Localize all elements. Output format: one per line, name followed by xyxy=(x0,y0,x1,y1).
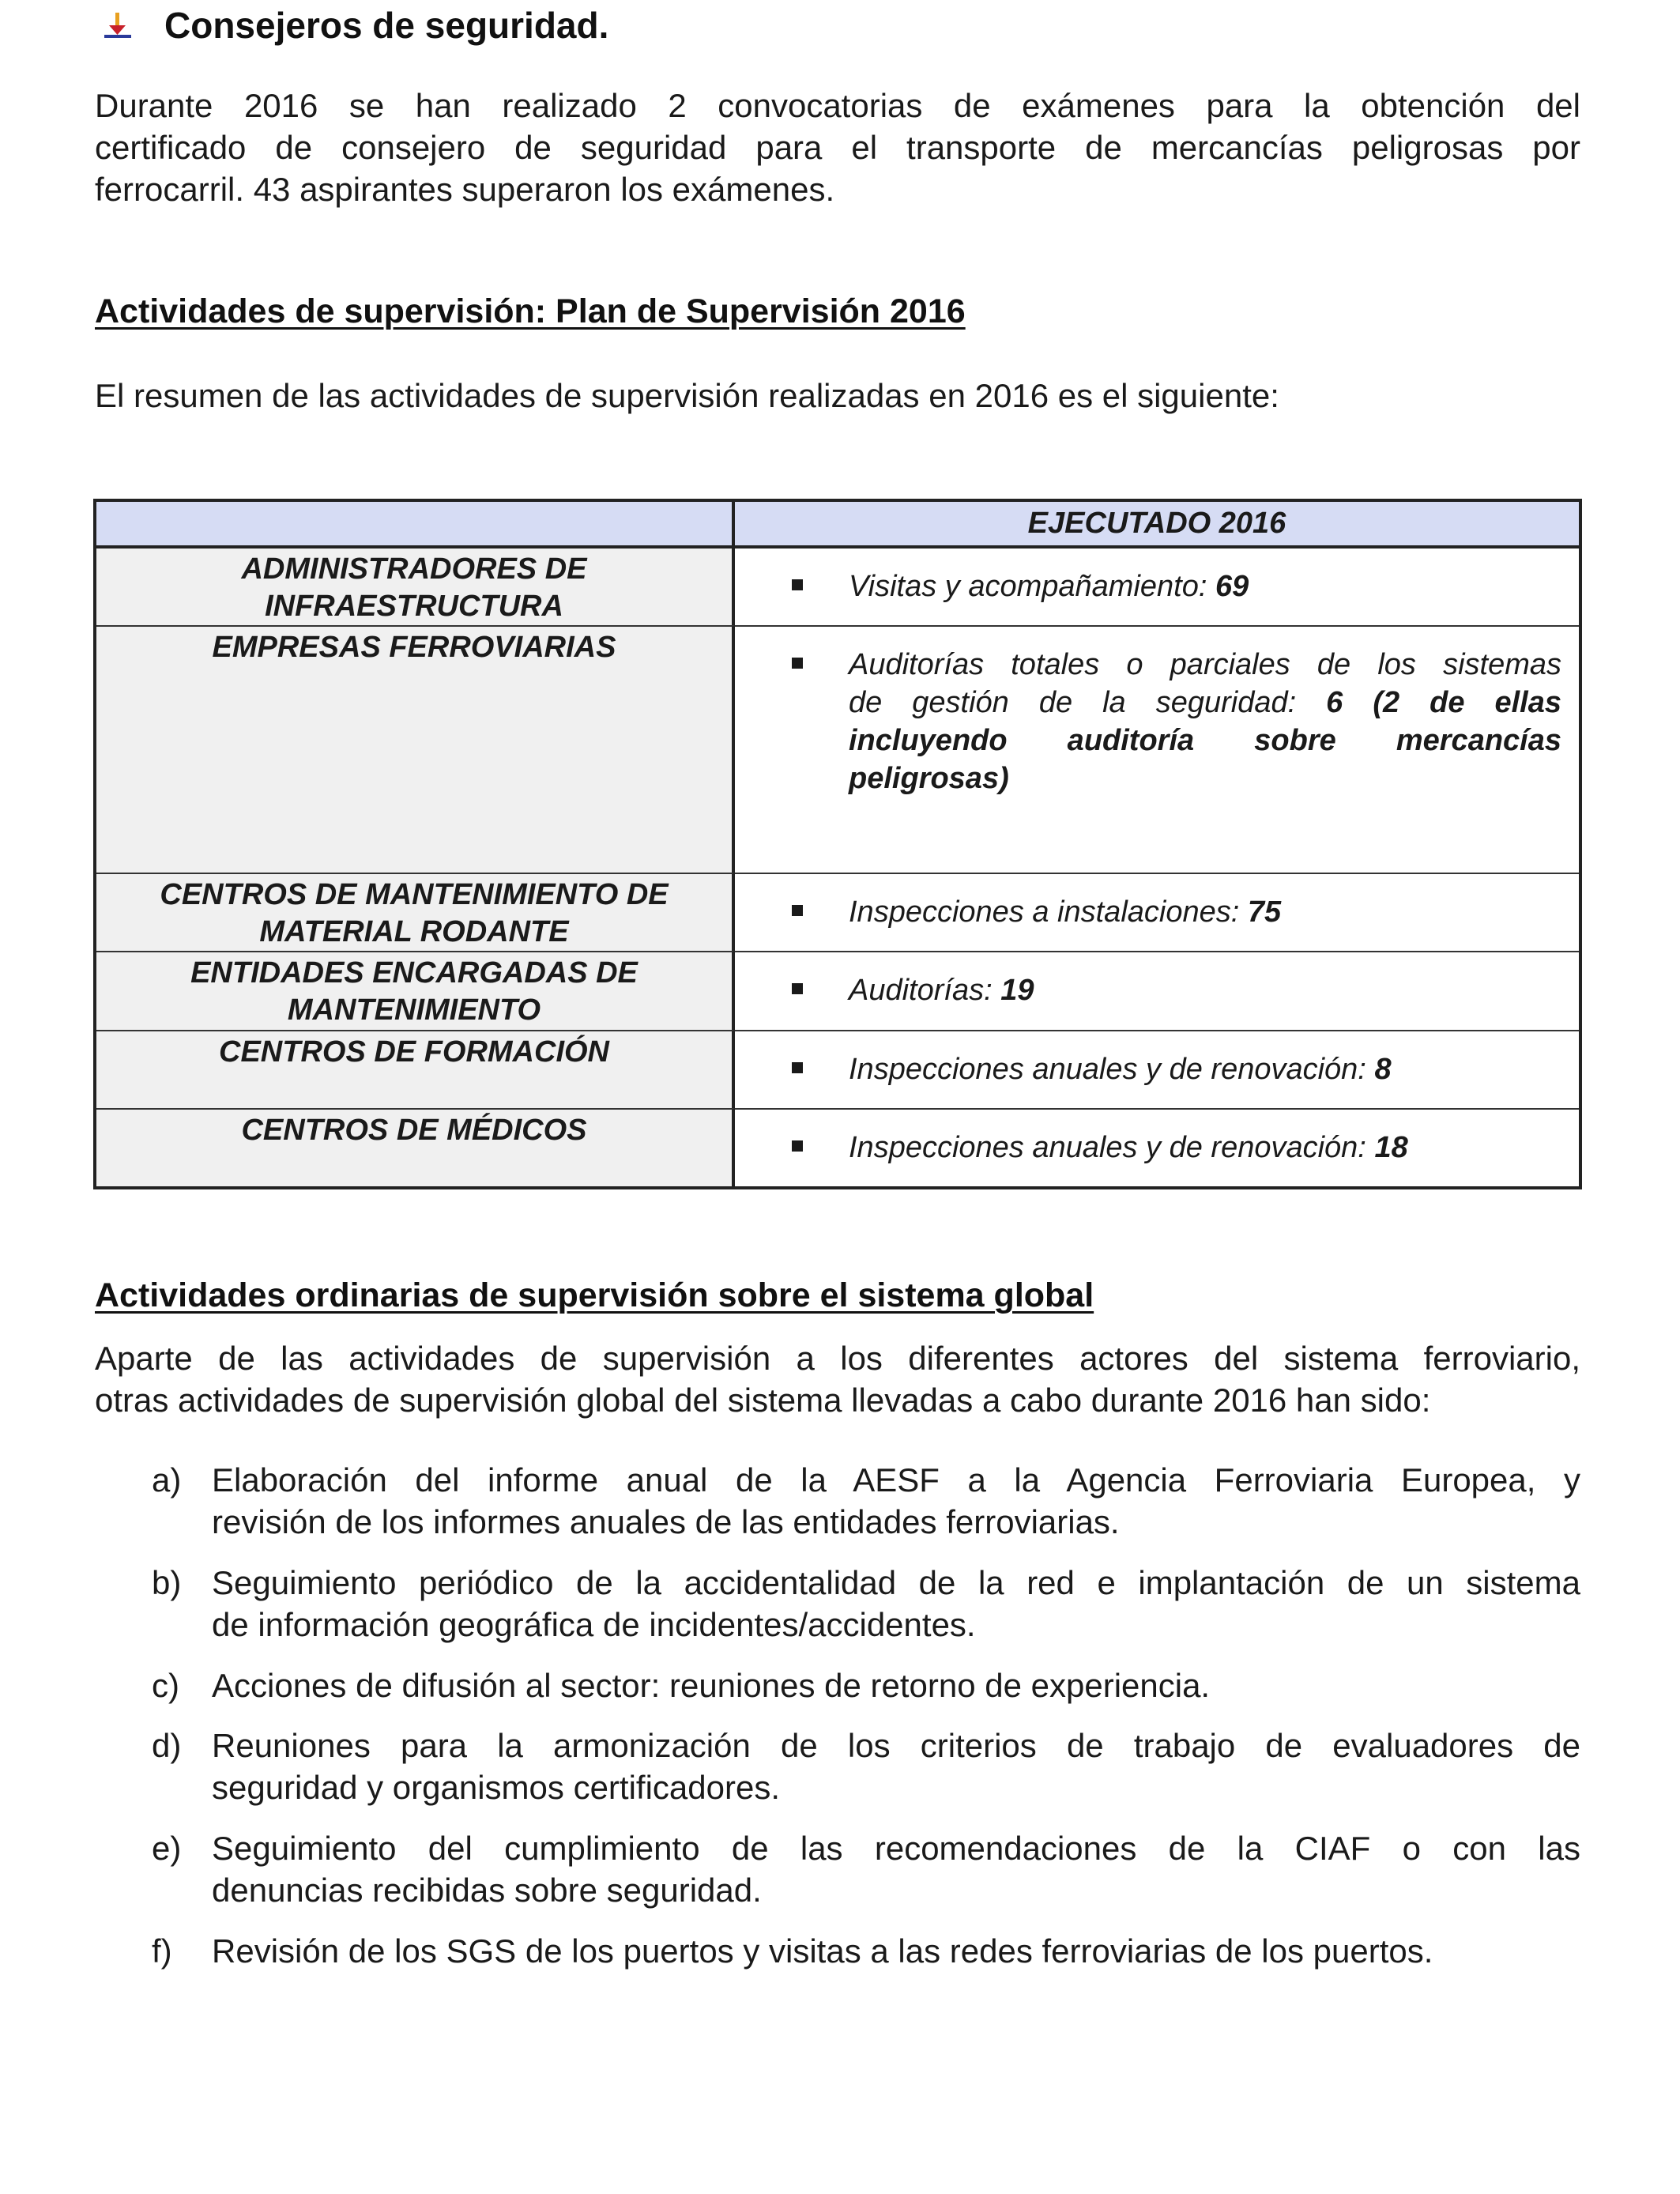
list-marker: b) xyxy=(152,1564,182,1601)
table-header-left xyxy=(96,502,735,545)
table-row-value xyxy=(735,625,1579,873)
list-item-line: denuncias recibidas sobre seguridad. xyxy=(212,1872,762,1909)
table-row-label xyxy=(96,545,735,625)
list-item-line: de información geográfica de incidentes/accidentes. xyxy=(212,1606,976,1643)
section-heading-plan-supervision: Actividades de supervisión: Plan de Supervisión 2016 xyxy=(95,292,966,330)
row-label-line: EMPRESAS FERROVIARIAS xyxy=(212,631,616,664)
paragraph-line: otras actividades de supervisión global del sistema llevadas a cabo durante 2016 han sido: xyxy=(95,1382,1431,1419)
item-value: 8 xyxy=(1374,1053,1392,1086)
section-heading-consejeros xyxy=(101,2,608,49)
list-item-line: revisión de los informes anuales de las entidades ferroviarias. xyxy=(212,1503,1120,1540)
list-item xyxy=(792,971,1561,1009)
square-bullet-icon xyxy=(792,1062,803,1073)
item-line xyxy=(849,760,1561,797)
table-row-value xyxy=(735,1108,1579,1186)
table-row-label xyxy=(96,951,735,1030)
red-blue-arrow-bullet-icon xyxy=(101,8,136,43)
item-line xyxy=(849,722,1561,760)
list-item-line: Reuniones para la armonización de los criterios de trabajo de evaluadores de xyxy=(212,1727,1580,1764)
item-value: 18 xyxy=(1374,1131,1408,1164)
square-bullet-icon xyxy=(792,579,803,590)
row-label-line: CENTROS DE MANTENIMIENTO DE xyxy=(160,878,669,911)
square-bullet-icon xyxy=(792,905,803,916)
item-label: Auditorías totales o parciales de los sistemas xyxy=(849,648,1561,681)
paragraph-line: certificado de consejero de seguridad para el transporte de mercancías peligrosas por xyxy=(95,129,1580,166)
list-item xyxy=(792,893,1561,931)
table-row-label xyxy=(96,625,735,873)
item-value: 19 xyxy=(1000,974,1034,1007)
square-bullet-icon xyxy=(792,983,803,994)
row-label-line: MATERIAL RODANTE xyxy=(259,915,569,948)
list-marker: c) xyxy=(152,1667,179,1704)
supervision-table xyxy=(93,499,1582,1189)
list-item-line: Revisión de los SGS de los puertos y visitas a las redes ferroviarias de los puertos. xyxy=(212,1932,1433,1970)
table-row-value xyxy=(735,545,1579,625)
section-heading-sistema-global: Actividades ordinarias de supervisión sobre el sistema global xyxy=(95,1276,1094,1314)
list-marker: f) xyxy=(152,1932,172,1970)
row-label-line: ADMINISTRADORES DE xyxy=(241,552,587,586)
square-bullet-icon xyxy=(792,1140,803,1152)
paragraph-aparte xyxy=(95,1337,1580,1421)
item-line xyxy=(849,684,1561,722)
paragraph-line: Durante 2016 se han realizado 2 convocatorias de exámenes para la obtención del xyxy=(95,87,1580,124)
paragraph-line: ferrocarril. 43 aspirantes superaron los exámenes. xyxy=(95,171,835,208)
paragraph-line: El resumen de las actividades de supervisión realizadas en 2016 es el siguiente: xyxy=(95,377,1279,414)
item-line xyxy=(849,646,1561,684)
row-label-line: CENTROS DE FORMACIÓN xyxy=(219,1035,609,1069)
item-label: Inspecciones anuales y de renovación: xyxy=(849,1053,1375,1086)
item-label: de gestión de la seguridad: xyxy=(849,686,1327,719)
paragraph-resumen xyxy=(95,375,1580,417)
item-value: peligrosas) xyxy=(849,762,1009,795)
table-row-value xyxy=(735,873,1579,951)
section-title: Consejeros de seguridad. xyxy=(164,5,609,46)
item-label: Inspecciones a instalaciones: xyxy=(849,895,1248,929)
list-item xyxy=(792,1050,1561,1088)
item-value: 75 xyxy=(1247,895,1282,929)
list-marker: e) xyxy=(152,1830,182,1867)
paragraph-line: Aparte de las actividades de supervisión a los diferentes actores del sistema ferroviario, xyxy=(95,1340,1580,1377)
list-item-line: Elaboración del informe anual de la AESF a la Agencia Ferroviaria Europea, y xyxy=(212,1461,1580,1498)
list-item-line: Seguimiento periódico de la accidentalidad de la red e implantación de un sistema xyxy=(212,1564,1580,1601)
item-label: Visitas y acompañamiento: xyxy=(849,570,1215,603)
paragraph-consejeros xyxy=(95,85,1580,210)
table-row-value xyxy=(735,1030,1579,1108)
row-label-line: MANTENIMIENTO xyxy=(287,993,541,1027)
table-row-label xyxy=(96,1030,735,1108)
list-marker: a) xyxy=(152,1461,182,1498)
list-item xyxy=(792,646,1561,797)
list-item-line: seguridad y organismos certificadores. xyxy=(212,1769,781,1806)
list-marker: d) xyxy=(152,1727,182,1764)
item-label: Inspecciones anuales y de renovación: xyxy=(849,1131,1375,1164)
table-row-label xyxy=(96,873,735,951)
row-label-line: ENTIDADES ENCARGADAS DE xyxy=(190,956,638,990)
square-bullet-icon xyxy=(792,658,803,669)
list-item-line: Acciones de difusión al sector: reuniones de retorno de experiencia. xyxy=(212,1667,1211,1704)
list-item-line: Seguimiento del cumplimiento de las recomendaciones de la CIAF o con las xyxy=(212,1830,1580,1867)
item-label: Auditorías: xyxy=(849,974,1001,1007)
list-item xyxy=(792,1129,1561,1167)
row-label-line: INFRAESTRUCTURA xyxy=(265,590,563,623)
row-label-line: CENTROS DE MÉDICOS xyxy=(241,1114,587,1147)
item-value: 6 (2 de ellas xyxy=(1326,686,1561,719)
item-value: incluyendo auditoría sobre mercancías xyxy=(849,724,1561,757)
table-row-label xyxy=(96,1108,735,1186)
item-value: 69 xyxy=(1215,570,1249,603)
table-header-ejecutado: EJECUTADO 2016 xyxy=(735,502,1579,545)
list-item xyxy=(792,567,1561,605)
table-row-value xyxy=(735,951,1579,1030)
